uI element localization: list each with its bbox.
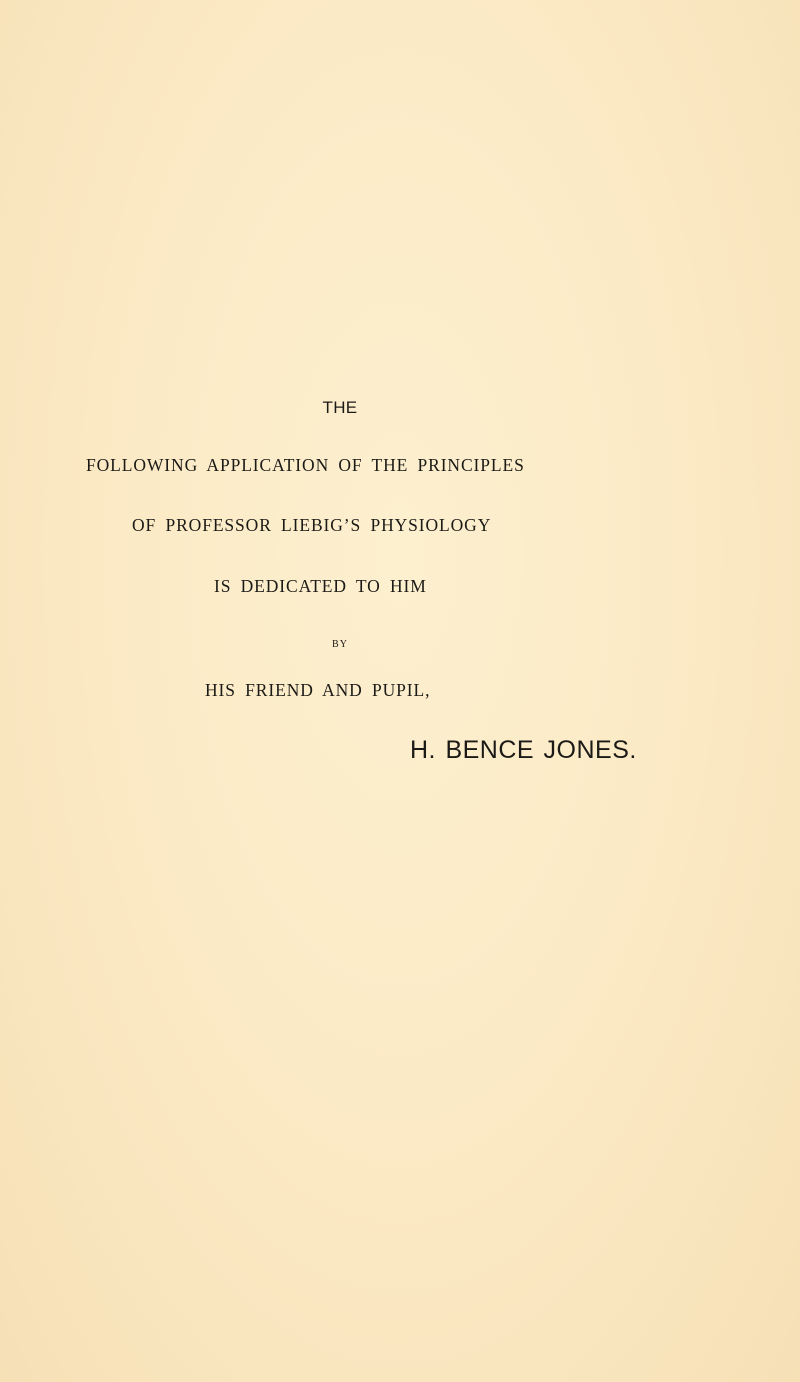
author-signature: H. BENCE JONES.	[410, 736, 637, 764]
dedication-line-by: BY	[332, 639, 348, 650]
dedication-line-following: FOLLOWING APPLICATION OF THE PRINCIPLES	[86, 455, 525, 475]
dedication-line-the: THE	[322, 398, 358, 417]
dedication-line-friend: HIS FRIEND AND PUPIL,	[205, 680, 431, 700]
dedication-line-dedicated: IS DEDICATED TO HIM	[214, 576, 427, 596]
dedication-line-professor: OF PROFESSOR LIEBIG’S PHYSIOLOGY	[132, 515, 492, 535]
